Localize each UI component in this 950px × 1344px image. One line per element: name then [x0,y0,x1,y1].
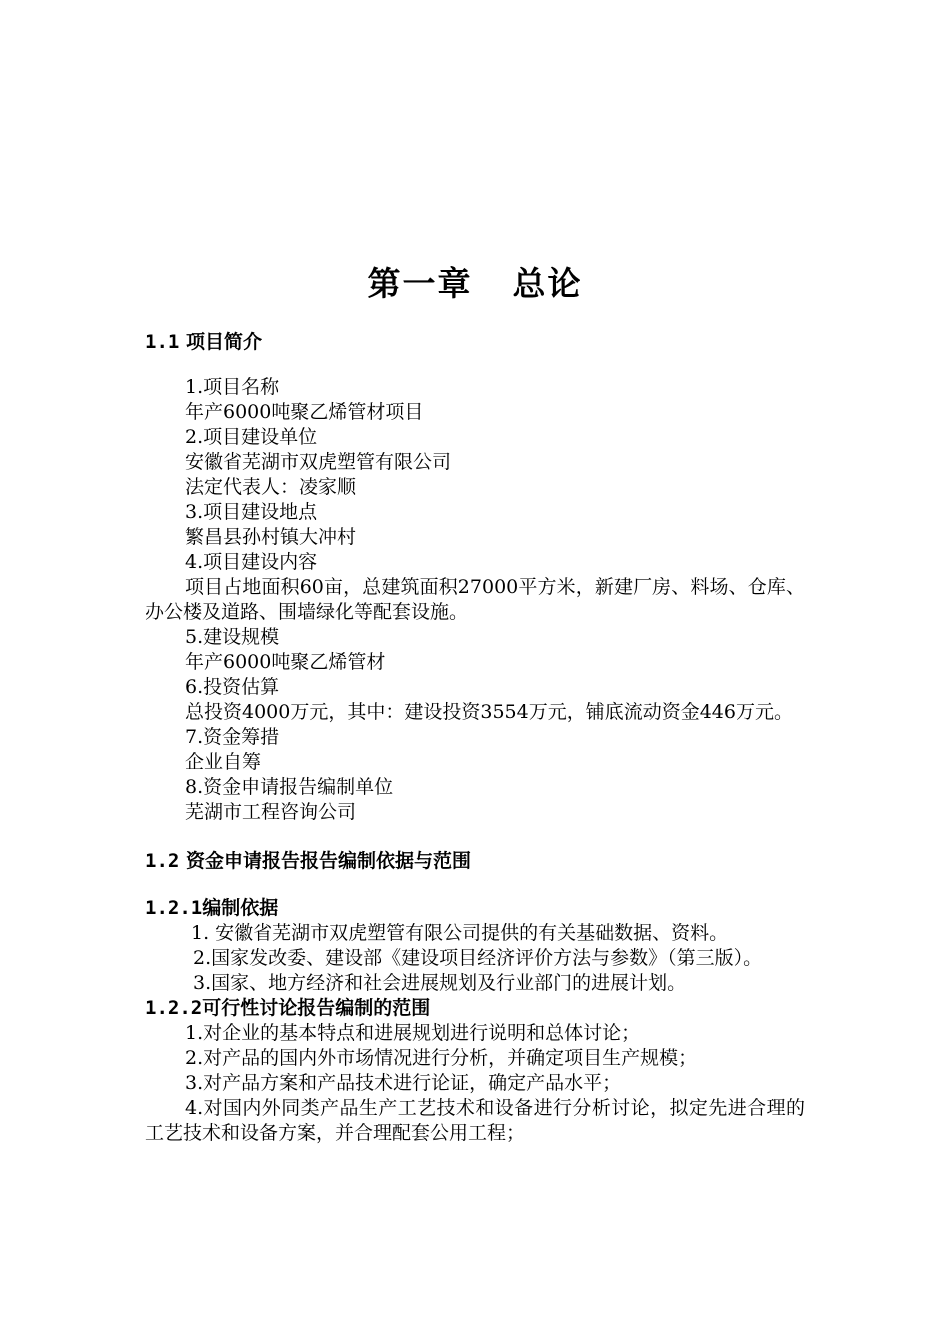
basis-list [145,921,805,996]
summary-line: 6.投资估算 [185,676,280,698]
document-body [145,330,805,1146]
summary-line: 安徽省芜湖市双虎塑管有限公司 [185,451,452,473]
basis-item: 3.国家、地方经济和社会进展规划及行业部门的进展计划。 [193,972,687,994]
scope-item: 2.对产品的国内外市场情况进行分析，并确定项目生产规模； [185,1047,698,1069]
summary-line: 法定代表人：凌家顺 [185,476,357,498]
chapter-title [0,258,950,305]
project-summary [145,375,805,825]
scope-item: 4.对国内外同类产品生产工艺技术和设备进行分析讨论，拟定先进合理的工艺技术和设备方案，并合理配套公用工程； [145,1097,805,1144]
section-heading-1-2: 1.2 资金申请报告报告编制依据与范围 [145,850,471,872]
summary-line: 2.项目建设单位 [185,426,318,448]
summary-line: 项目占地面积60亩，总建筑面积27000平方米，新建厂房、料场、仓库、办公楼及道路、围墙绿化等配套设施。 [145,576,805,623]
summary-line: 企业自筹 [185,751,262,773]
chapter-title-number: 第一章 [367,264,473,303]
section-heading-1-2-1: 1.2.1编制依据 [145,897,279,919]
summary-line: 3.项目建设地点 [185,501,318,523]
scope-item: 1.对企业的基本特点和进展规划进行说明和总体讨论； [185,1022,641,1044]
summary-line: 年产6000吨聚乙烯管材项目 [185,401,424,423]
scope-list [145,1021,805,1146]
chapter-title-text: 总论 [512,264,583,303]
summary-line: 5.建设规模 [185,626,280,648]
summary-line: 7.资金筹措 [185,726,280,748]
summary-line: 芜湖市工程咨询公司 [185,801,357,823]
summary-line: 总投资4000万元，其中：建设投资3554万元，铺底流动资金446万元。 [185,701,793,723]
basis-item: 1. 安徽省芜湖市双虎塑管有限公司提供的有关基础数据、资料。 [191,922,729,944]
section-heading-1-1: 1.1 项目简介 [145,331,262,353]
scope-item: 3.对产品方案和产品技术进行论证，确定产品水平； [185,1072,622,1094]
summary-line: 年产6000吨聚乙烯管材 [185,651,386,673]
summary-line: 4.项目建设内容 [185,551,318,573]
basis-item: 2.国家发改委、建设部《建设项目经济评价方法与参数》（第三版）。 [193,947,763,969]
summary-line: 1.项目名称 [185,376,280,398]
summary-line: 8.资金申请报告编制单位 [185,776,394,798]
section-heading-1-2-2: 1.2.2可行性讨论报告编制的范围 [145,997,431,1019]
summary-line: 繁昌县孙村镇大冲村 [185,526,357,548]
